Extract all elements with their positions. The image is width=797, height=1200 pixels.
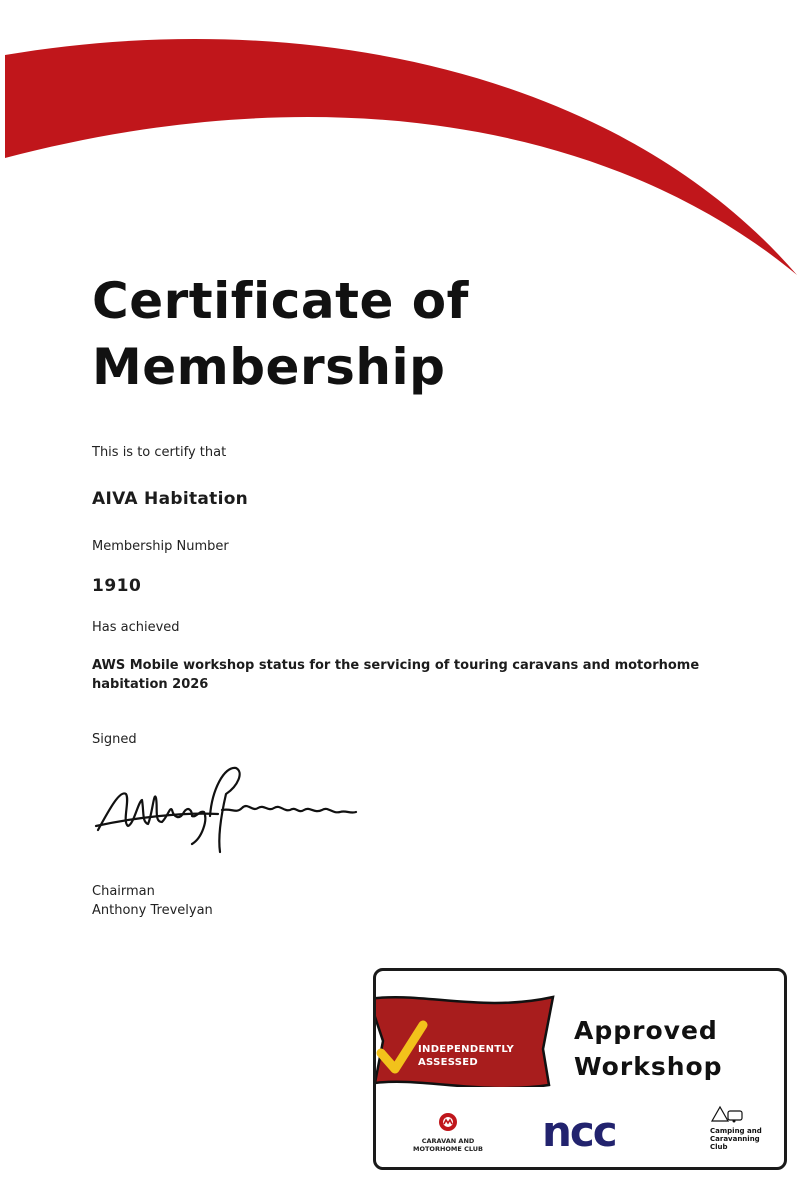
signatory-name: Anthony Trevelyan (92, 903, 213, 918)
certificate-title (92, 268, 469, 400)
member-name: AIVA Habitation (92, 489, 249, 509)
signature-image (92, 760, 362, 860)
membership-number: 1910 (92, 576, 142, 596)
cmc-line-2: MOTORHOME CLUB (412, 1145, 483, 1153)
intro-text: This is to certify that (92, 445, 227, 460)
approved-line-1: Approved (574, 1016, 718, 1045)
flag-line-2: ASSESSED (418, 1057, 479, 1068)
title-line-2: Membership (92, 338, 446, 396)
approved-workshop-badge (373, 968, 787, 1170)
achievement-text: AWS Mobile workshop status for the servicing of touring caravans and motorhome habitation 2026 (92, 658, 700, 692)
independently-assessed-text (418, 1043, 514, 1069)
cc-line-3: Club (710, 1143, 728, 1151)
signatory-role: Chairman (92, 884, 155, 899)
camping-caravanning-club-logo (710, 1105, 770, 1151)
red-flag-banner (373, 991, 561, 1087)
flag-line-1: INDEPENDENTLY (418, 1044, 515, 1055)
approved-workshop-heading (574, 1013, 723, 1085)
signed-label: Signed (92, 732, 137, 747)
cmc-emblem-icon (437, 1111, 459, 1133)
cc-line-1: Camping and (710, 1127, 762, 1135)
cmc-line-1: CARAVAN AND (421, 1137, 475, 1145)
membership-number-label: Membership Number (92, 539, 229, 554)
title-line-1: Certificate of (92, 272, 469, 330)
caravan-motorhome-club-logo (398, 1111, 498, 1153)
red-arc-decoration (0, 0, 797, 300)
approved-line-2: Workshop (574, 1052, 723, 1081)
ncc-logo: ncc (542, 1107, 616, 1156)
cc-line-2: Caravanning (710, 1135, 760, 1143)
tent-caravan-icon (710, 1105, 744, 1123)
achieved-label: Has achieved (92, 620, 180, 635)
